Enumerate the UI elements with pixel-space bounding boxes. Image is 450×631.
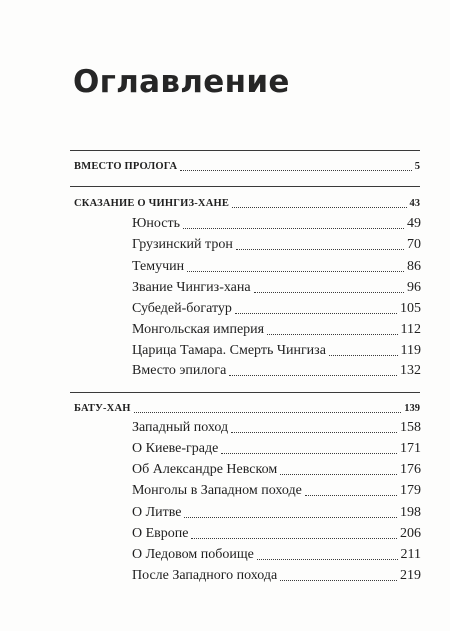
toc-entry[interactable] [132, 213, 421, 233]
toc-page-number: 219 [400, 568, 421, 583]
toc-section-label: БАТУ-ХАН [74, 403, 131, 414]
toc-entry-label: Юность [132, 216, 180, 231]
toc-entry[interactable] [132, 360, 421, 380]
dot-leader [191, 538, 397, 539]
toc-page-number: 5 [414, 161, 420, 172]
dot-leader [254, 292, 404, 293]
dot-leader [267, 334, 397, 335]
toc-page-number: 198 [400, 505, 421, 520]
dot-leader [280, 474, 397, 475]
section-divider [70, 392, 420, 393]
toc-page-number: 179 [400, 483, 421, 498]
toc-section-genghis[interactable] [74, 192, 420, 212]
toc-entry-label: Вместо эпилога [132, 363, 227, 378]
toc-section-label: СКАЗАНИЕ О ЧИНГИЗ-ХАНЕ [74, 198, 230, 209]
dot-leader [180, 170, 412, 171]
dot-leader [221, 453, 397, 454]
dot-leader [187, 271, 404, 272]
dot-leader [280, 580, 397, 581]
toc-entry-label: Монгольская империя [132, 322, 265, 337]
toc-page-number: 158 [400, 420, 421, 435]
dot-leader [305, 495, 397, 496]
toc-entry[interactable] [132, 502, 421, 522]
toc-page-number: 132 [400, 363, 421, 378]
toc-entry-label: Грузинский трон [132, 237, 233, 252]
toc-page-number: 112 [400, 322, 421, 337]
dot-leader [184, 517, 397, 518]
toc-page-number: 86 [407, 259, 421, 274]
toc-page-number: 119 [400, 343, 421, 358]
dot-leader [257, 559, 398, 560]
dot-leader [231, 432, 397, 433]
toc-page-number: 171 [400, 441, 421, 456]
toc-entry[interactable] [132, 459, 421, 479]
toc-entry[interactable] [132, 319, 421, 339]
toc-page-number: 43 [409, 198, 420, 209]
toc-entry[interactable] [132, 340, 421, 360]
toc-entry-label: Монголы в Западном походе [132, 483, 302, 498]
toc-page-number: 139 [404, 403, 420, 414]
toc-entry-label: Царица Тамара. Смерть Чингиза [132, 343, 326, 358]
dot-leader [232, 207, 406, 208]
toc-entry-label: О Ледовом побоище [132, 547, 254, 562]
toc-page-number: 96 [407, 280, 421, 295]
section-divider [70, 150, 420, 151]
section-divider [70, 186, 420, 187]
toc-entry-label: Западный поход [132, 420, 229, 435]
toc-page-number: 49 [407, 216, 421, 231]
dot-leader [329, 355, 398, 356]
toc-entry-label: Об Александре Невском [132, 462, 278, 477]
dot-leader [229, 375, 397, 376]
toc-entry-label: Темучин [132, 259, 185, 274]
toc-entry[interactable] [132, 234, 421, 254]
toc-entry[interactable] [132, 256, 421, 276]
toc-section-prologue[interactable] [74, 155, 420, 175]
toc-entry-label: О Киеве-граде [132, 441, 219, 456]
toc-page-number: 176 [400, 462, 421, 477]
toc-page-number: 70 [407, 237, 421, 252]
toc-page-number: 211 [400, 547, 421, 562]
toc-entry[interactable] [132, 298, 421, 318]
toc-entry[interactable] [132, 417, 421, 437]
toc-entry-label: Звание Чингиз-хана [132, 280, 251, 295]
dot-leader [235, 313, 397, 314]
dot-leader [236, 249, 404, 250]
toc-entry[interactable] [132, 438, 421, 458]
toc-entry-label: Субедей-богатур [132, 301, 232, 316]
toc-entry-label: О Европе [132, 526, 189, 541]
dot-leader [183, 228, 404, 229]
toc-entry[interactable] [132, 544, 421, 564]
toc-section-batu[interactable] [74, 397, 420, 417]
toc-entry[interactable] [132, 565, 421, 585]
toc-entry-label: О Литве [132, 505, 182, 520]
toc-entry[interactable] [132, 277, 421, 297]
dot-leader [134, 412, 402, 413]
toc-page-number: 206 [400, 526, 421, 541]
toc-page-number: 105 [400, 301, 421, 316]
page-title: Оглавление [73, 64, 290, 100]
toc-entry[interactable] [132, 523, 421, 543]
toc-entry[interactable] [132, 480, 421, 500]
toc-entry-label: После Западного похода [132, 568, 278, 583]
toc-section-label: ВМЕСТО ПРОЛОГА [74, 161, 178, 172]
